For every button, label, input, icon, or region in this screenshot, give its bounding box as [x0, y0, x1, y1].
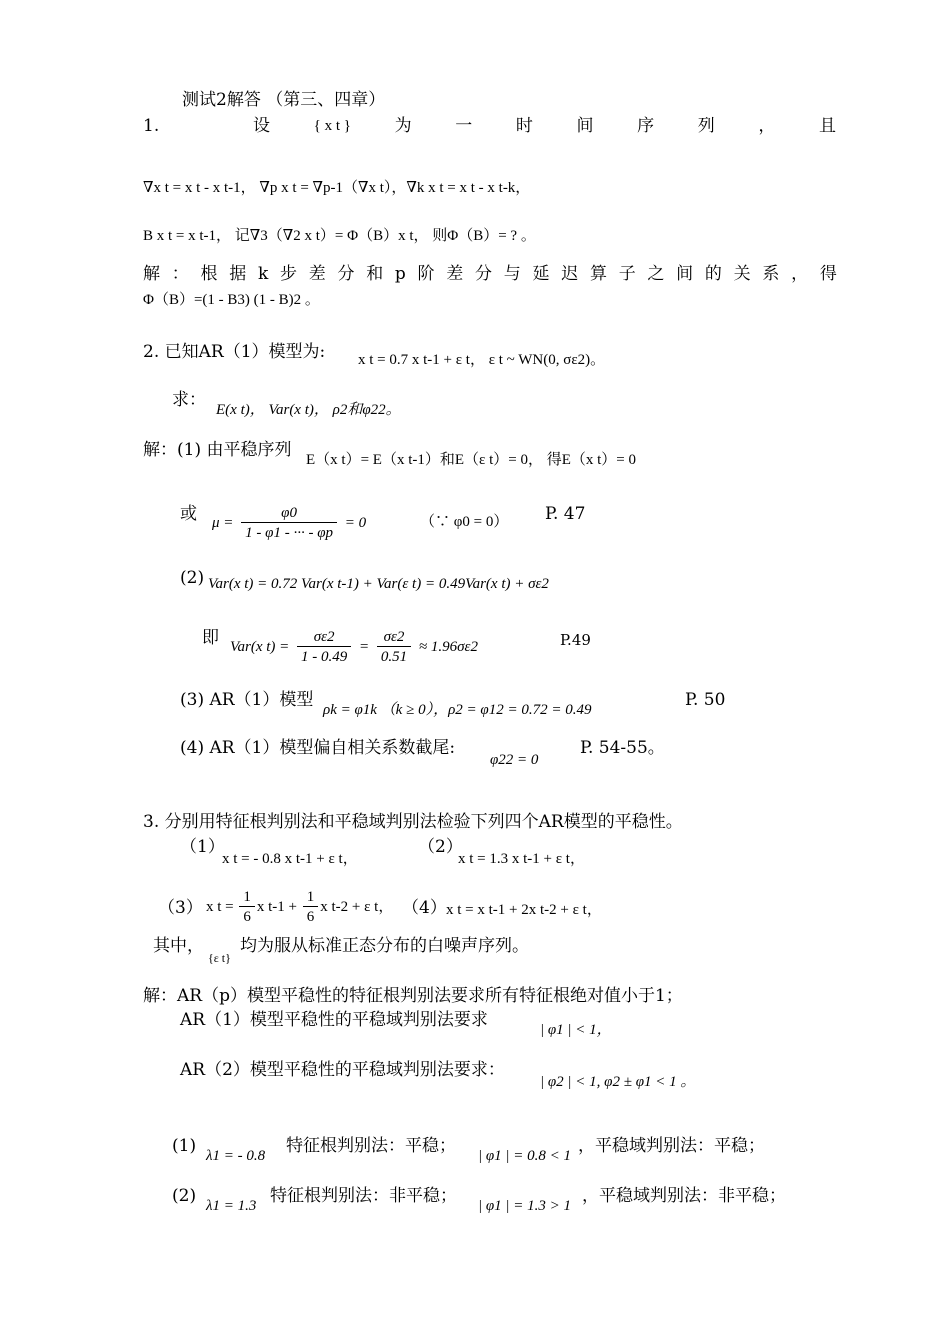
q3-r1-text-b: ，平稳域判别法：平稳； [578, 1136, 765, 1156]
m3-frac-den: 6 [306, 909, 315, 926]
q3-r1-cond: | φ1 | = 0.8 < 1 [478, 1148, 572, 1164]
mu-numerator: φ0 [241, 504, 337, 523]
q2-stem: 2. 已知AR（1）模型为: [143, 342, 326, 362]
q3-m3-label: （3） [158, 898, 203, 918]
sol-char: 得 [819, 264, 837, 284]
m3-term1: x t-1 + [256, 899, 298, 915]
mu-lhs: μ = [212, 515, 234, 531]
q3-sol-line2-cond: | φ1 | < 1， [540, 1022, 612, 1038]
sol-char: 和 [366, 264, 384, 284]
q3-sol-line3: AR（2）模型平稳性的平稳域判别法要求： [180, 1060, 505, 1080]
sol-char: 解 [143, 264, 160, 284]
q1-solution-text [143, 262, 837, 286]
q1-word: ， [758, 116, 776, 136]
q3-where-symbol: {ε t} [208, 951, 231, 965]
q2-ji-label: 即 [202, 628, 219, 648]
q2-page-ref-4: P. 54-55。 [580, 738, 665, 758]
var-fraction-2 [377, 628, 411, 667]
q3-sol-line1: 解：AR（p）模型平稳性的特征根判别法要求所有特征根绝对值小于1； [143, 986, 683, 1006]
q2-s1-math: E（x t）= E（x t-1）和E（ε t）= 0， 得E（x t）= 0 [306, 452, 636, 468]
q3-r2-cond: | φ1 | = 1.3 > 1 [478, 1198, 572, 1214]
q3-r2-text-a: 特征根判别法：非平稳； [270, 1186, 457, 1206]
m3-fraction-b [303, 888, 319, 927]
q3-m3 [206, 884, 393, 930]
sol-char: k [257, 264, 269, 284]
sol-char: 差 [446, 264, 464, 284]
q2-or-label: 或 [180, 504, 197, 524]
q2-page-ref-3: P. 50 [685, 690, 726, 710]
var-rhs: ≈ 1.96σε2 [418, 639, 478, 655]
q1-word: 且 [818, 116, 836, 136]
q3-m4-label: （4） [402, 898, 447, 918]
m3-frac-den: 6 [243, 909, 251, 926]
m3-fraction-a [239, 888, 255, 927]
q3-m2: x t = 1.3 x t-1 + ε t， [458, 851, 585, 867]
sol-char: 与 [503, 264, 521, 284]
sol-char: ， [791, 264, 809, 284]
mu-rhs: = 0 [344, 515, 367, 531]
q3-sol-line2: AR（1）模型平稳性的平稳域判别法要求 [180, 1010, 488, 1030]
sol-char: 算 [589, 264, 607, 284]
sol-char: 根 [200, 264, 218, 284]
q3-m4: x t = x t-1 + 2x t-2 + ε t， [446, 902, 602, 918]
sol-char: 的 [704, 264, 722, 284]
sol-char: 之 [647, 264, 665, 284]
sol-char: 系 [762, 264, 780, 284]
q3-m1: x t = - 0.8 x t-1 + ε t， [222, 851, 358, 867]
sol-char: 迟 [561, 264, 579, 284]
q2-page-ref-1: P. 47 [545, 504, 586, 524]
sol-char: 子 [618, 264, 636, 284]
sol-char: 分 [475, 264, 493, 284]
sol-char: 分 [337, 264, 355, 284]
sol-char: 据 [229, 264, 247, 284]
q2-s4-math: φ22 = 0 [490, 752, 539, 768]
q1-word: 间 [576, 116, 594, 136]
q3-m1-label: （1） [180, 837, 225, 857]
var-fraction-1 [297, 628, 351, 667]
q1-number: 1. [143, 116, 160, 136]
q2-var-formula: Var(x t) = $\frac{\sigma\varepsilon 2}{1 - 0.49}$ = $\frac{\sigma\varepsilon 2}{0.51}$ ≈ 1.96σε2 [230, 629, 478, 666]
sol-char: ： [171, 264, 189, 284]
q2-ask-label: 求： [172, 390, 206, 410]
q3-where-text: 均为服从标准正态分布的白噪声序列。 [240, 936, 529, 956]
q1-word: 列 [697, 116, 715, 136]
q2-ask: E(x t)， Var(x t)， ρ2和φ22。 [216, 402, 401, 418]
doc-title: 测试2解答 （第三、四章） [182, 90, 386, 110]
q2-page-ref-2: P.49 [560, 631, 591, 649]
sol-char: 差 [308, 264, 326, 284]
q3-stem: 3. 分别用特征根判别法和平稳域判别法检验下列四个AR模型的平稳性。 [143, 812, 683, 832]
sol-char: 间 [676, 264, 694, 284]
q2-mu-formula [212, 500, 366, 546]
q1-word: 一 [455, 116, 473, 136]
q1-stem [253, 114, 836, 138]
q2-s2-label: (2) [180, 568, 205, 588]
q1-backshift-def: B x t = x t-1， 记∇3（∇2 x t）= Φ（B）x t， 则Φ（B）= ? 。 [143, 228, 536, 244]
m3-lhs: x t = [206, 899, 234, 915]
q2-s4-label: (4) AR（1）模型偏自相关系数截尾: [180, 738, 456, 758]
mu-denominator: 1 - φ1 - ··· - φp [245, 525, 333, 542]
sol-char: 关 [733, 264, 751, 284]
frac2-denominator: 0.51 [380, 649, 408, 666]
q2-s1-label: 解：(1) 由平稳序列 [143, 440, 292, 460]
q1-word: 为 [394, 116, 412, 136]
q2-s3-label: (3) AR（1）模型 [180, 690, 314, 710]
q3-r2-text-b: ，平稳域判别法：非平稳； [582, 1186, 786, 1206]
q3-r2-label: (2) [172, 1186, 197, 1206]
sol-char: 阶 [417, 264, 435, 284]
sol-char: p [394, 264, 406, 284]
q1-word: 序 [637, 116, 655, 136]
q3-r1-label: (1) [172, 1136, 197, 1156]
m3-frac-num: 1 [303, 888, 319, 907]
mu-fraction [241, 504, 337, 543]
m3-frac-num: 1 [239, 888, 255, 907]
q2-s2-math: Var(x t) = 0.72 Var(x t-1) + Var(ε t) = 0.49Var(x t) + σε2 [208, 576, 549, 592]
q3-r2-root: λ1 = 1.3 [206, 1198, 257, 1214]
q1-solution-result: Φ（B）=(1 - B3) (1 - B)2 。 [143, 292, 320, 308]
q3-sol-line3-cond: | φ2 | < 1, φ2 ± φ1 < 1 。 [540, 1074, 696, 1090]
q1-word: 设 [253, 116, 270, 136]
q3-r1-text-a: 特征根判别法：平稳； [286, 1136, 456, 1156]
q1-difference-defs: ∇x t = x t - x t-1， ∇p x t = ∇p-1（∇x t），∇k x t = x t - x t-k， [143, 180, 531, 196]
frac2-numerator: σε2 [377, 628, 411, 647]
q1-seq-symbol: { x t } [313, 118, 351, 134]
frac1-denominator: 1 - 0.49 [301, 649, 348, 666]
m3-term2: x t-2 + ε t， [320, 899, 394, 915]
q2-s3-math: ρk = φ1k （k ≥ 0），ρ2 = φ12 = 0.72 = 0.49 [323, 702, 592, 718]
q2-model: x t = 0.7 x t-1 + ε t， ε t ~ WN(0, σε2)。 [358, 352, 606, 368]
sol-char: 步 [279, 264, 297, 284]
frac1-numerator: σε2 [297, 628, 351, 647]
sol-char: 延 [532, 264, 550, 284]
q1-word: 时 [515, 116, 533, 136]
var-lhs: Var(x t) = [230, 639, 290, 655]
q3-where-label: 其中， [153, 936, 204, 956]
q2-because: （∵ φ0 = 0） [420, 514, 509, 530]
q3-r1-root: λ1 = - 0.8 [206, 1148, 266, 1164]
q3-m2-label: （2） [418, 837, 463, 857]
